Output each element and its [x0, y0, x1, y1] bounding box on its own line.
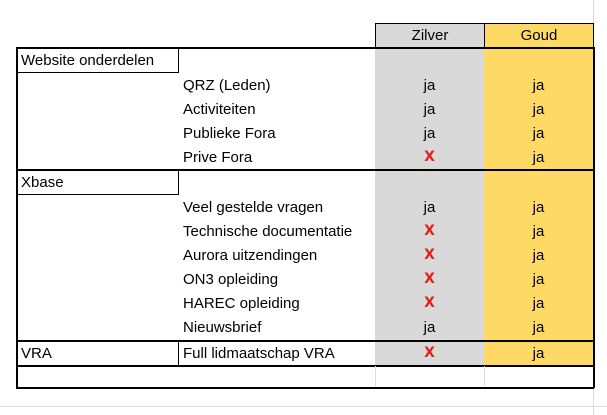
gold-value: ja: [532, 246, 545, 264]
silver-value-cross: X: [424, 149, 435, 165]
gold-value: ja: [532, 124, 545, 142]
feature-label: Aurora uitzendingen: [183, 246, 318, 264]
feature-label: Publieke Fora: [183, 124, 276, 142]
feature-label: Technische documentatie: [183, 222, 353, 240]
silver-value: ja: [423, 198, 436, 216]
feature-label: Activiteiten: [183, 100, 256, 118]
feature-label: ON3 opleiding: [183, 270, 279, 288]
silver-value-cross: X: [424, 223, 435, 239]
silver-value: ja: [423, 100, 436, 118]
section-label-vra: VRA: [16, 340, 179, 366]
feature-label: Prive Fora: [183, 148, 253, 166]
feature-label: Nieuwsbrief: [183, 318, 262, 336]
silver-value-cross: X: [424, 271, 435, 287]
gold-value: ja: [532, 100, 545, 118]
section-label-xbase: Xbase: [16, 169, 179, 195]
column-header-silver: Zilver: [375, 23, 485, 48]
table-left-border: [16, 47, 18, 388]
silver-value-cross: X: [424, 345, 435, 361]
feature-label: Veel gestelde vragen: [183, 198, 324, 216]
column-header-gold: Goud: [484, 23, 594, 48]
table-right-border: [593, 47, 595, 388]
silver-value: ja: [423, 124, 436, 142]
gold-value: ja: [532, 270, 545, 288]
table-bottom-border: [16, 387, 594, 389]
gold-value: ja: [532, 318, 545, 336]
gold-value: ja: [532, 222, 545, 240]
silver-value-cross: X: [424, 247, 435, 263]
gridline-empty-row: [484, 366, 485, 387]
gold-value: ja: [532, 198, 545, 216]
gold-value: ja: [532, 148, 545, 166]
feature-label: HAREC opleiding: [183, 294, 300, 312]
feature-label: Full lidmaatschap VRA: [183, 344, 335, 362]
silver-value: ja: [423, 318, 436, 336]
gold-value: ja: [532, 294, 545, 312]
section-label-website: Website onderdelen: [16, 47, 179, 73]
silver-value-cross: X: [424, 295, 435, 311]
gridline-empty-row: [375, 366, 376, 387]
silver-value: ja: [423, 76, 436, 94]
feature-label: QRZ (Leden): [183, 76, 271, 94]
gold-value: ja: [532, 344, 545, 362]
gold-value: ja: [532, 76, 545, 94]
gridline-bottom: [0, 406, 607, 407]
